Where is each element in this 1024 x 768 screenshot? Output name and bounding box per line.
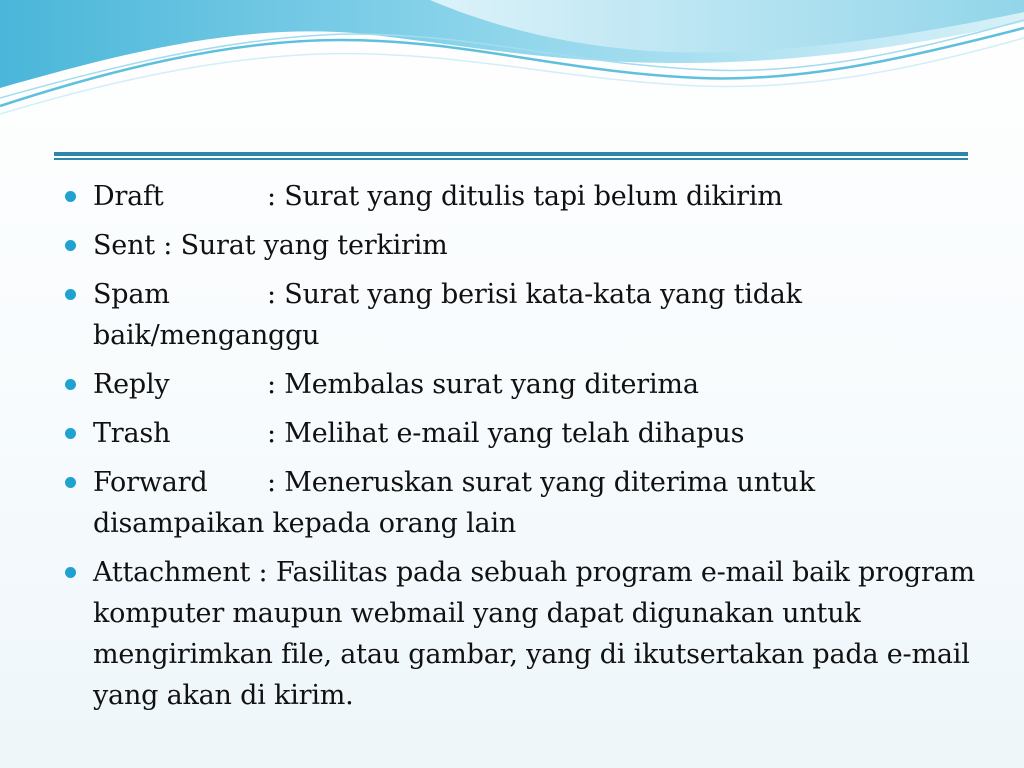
bullet-attachment [62,552,982,716]
bullet-icon [65,240,76,251]
bullet-forward [62,462,982,544]
bullet-separator: : [267,418,285,449]
bullet-description: Melihat e-mail yang telah dihapus [284,418,745,449]
title-divider-bottom [54,158,968,160]
bullet-separator: : [267,369,285,400]
header-wave-decoration [0,0,1024,130]
bullet-spam [62,274,982,356]
bullet-term: Spam [93,279,170,310]
bullet-separator: : [267,279,285,310]
bullet-term: Reply [93,369,170,400]
bullet-sent [62,225,982,266]
bullet-text: Sent : Surat yang terkirim [93,230,448,261]
bullet-separator: : [267,181,285,212]
bullet-description: Surat yang ditulis tapi belum dikirim [284,181,783,212]
bullet-icon [65,289,76,300]
bullet-separator: : [267,467,285,498]
bullet-term: Trash [93,418,171,449]
bullet-description: Meneruskan surat yang diterima untuk disampaikan kepada orang lain [93,467,815,539]
bullet-separator: : [250,557,276,588]
bullet-description: Membalas surat yang diterima [284,369,699,400]
bullet-icon [65,477,76,488]
bullet-term: Draft [93,181,164,212]
bullet-draft [62,176,982,217]
title-divider [54,152,968,162]
bullet-description: Surat yang berisi kata-kata yang tidak baik/menganggu [93,279,802,351]
bullet-icon [65,428,76,439]
title-divider-top [54,152,968,156]
bullet-description: Fasilitas pada sebuah program e-mail baik program komputer maupun webmail yang dapat digunakan untuk mengirimkan file, atau gambar, yang di ikutsertakan pada e-mail yang akan di kirim. [93,557,975,711]
bullet-term: Attachment [93,557,251,588]
bullet-icon [65,567,76,578]
bullet-term: Forward [93,467,208,498]
bullet-list [62,176,982,724]
bullet-icon [65,379,76,390]
bullet-trash [62,413,982,454]
bullet-icon [65,191,76,202]
bullet-reply [62,364,982,405]
